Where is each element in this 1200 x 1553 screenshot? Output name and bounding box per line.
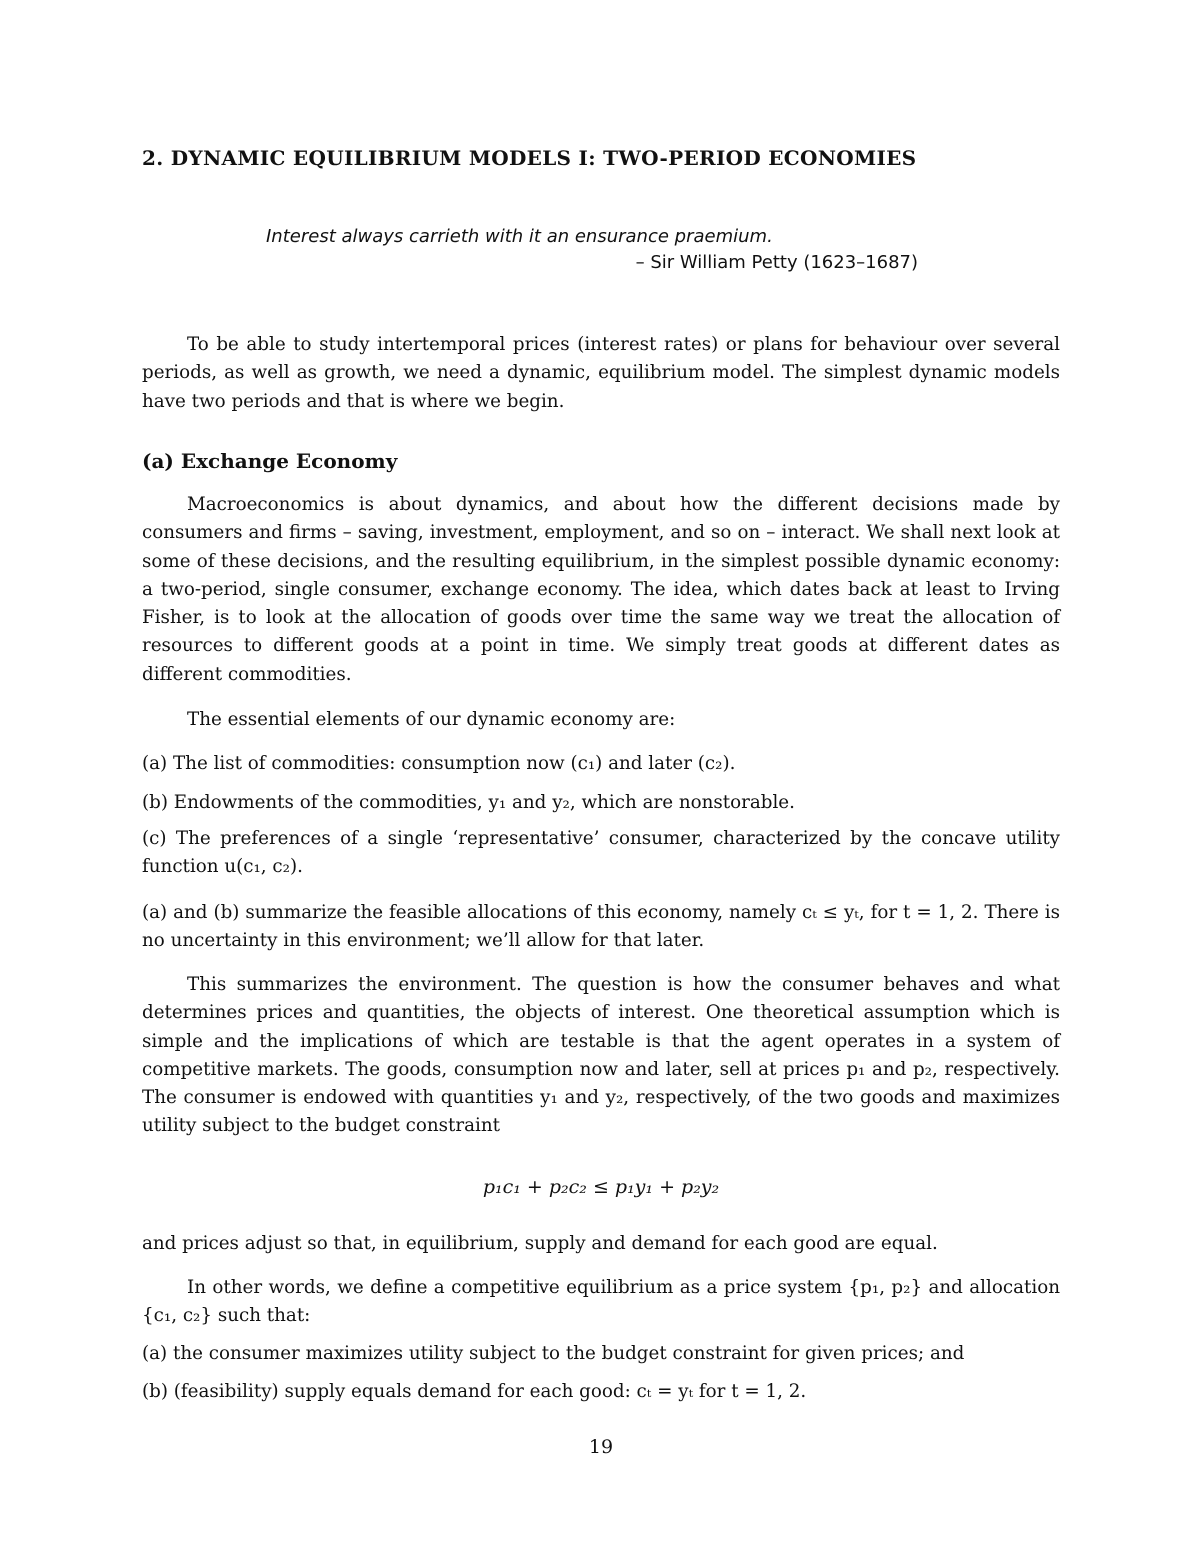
list-item-b: (b) Endowments of the commodities, y₁ and y₂, which are nonstorable. bbox=[142, 792, 795, 813]
section-paragraph-2: This summarizes the environment. The question is how the consumer behaves and what determines prices and quantities, the objects of interest. One theoretical assumption which is simple and the implications of which are testable is that the agent operates in a system of competitive markets. The goods, consumption now and later, sell at prices p₁ and p₂, respectively. The consumer is endowed with quantities y₁ and y₂, respectively, of the two goods and maximizes utility subject to the budget constraint bbox=[142, 974, 1060, 1137]
budget-constraint-equation: p₁c₁ + p₂c₂ ≤ p₁y₁ + p₂y₂ bbox=[482, 1176, 720, 1198]
section-paragraph-1: Macroeconomics is about dynamics, and about how the different decisions made by consumers and firms – saving, investment, employment, and so on – interact. We shall next look at some of these decisions, and the resulting equilibrium, in the simplest possible dynamic economy: a two-period, single consumer, exchange economy. The idea, which dates back at least to Irving Fisher, is to look at the allocation of goods over time the same way we treat the allocation of resources to different goods at a point in time. We simply treat goods at different dates as different commodities. bbox=[142, 494, 1060, 685]
epigraph-quote: Interest always carrieth with it an ensurance praemium. bbox=[266, 226, 773, 247]
chapter-heading: 2. DYNAMIC EQUILIBRIUM MODELS I: TWO-PERIOD ECONOMIES bbox=[142, 146, 917, 170]
condition-a: (a) the consumer maximizes utility subject to the budget constraint for given prices; and bbox=[142, 1343, 965, 1364]
page-number: 19 bbox=[588, 1436, 614, 1458]
list-item-c: (c) The preferences of a single ‘representative’ consumer, characterized by the concave utility function u(c₁, c₂). bbox=[142, 828, 1060, 878]
after-equation-paragraph: and prices adjust so that, in equilibrium, supply and demand for each good are equal. bbox=[142, 1233, 938, 1254]
feasible-allocations-paragraph: (a) and (b) summarize the feasible allocations of this economy, namely cₜ ≤ yₜ, for t = 1, 2. There is no uncertainty in this environment; we’ll allow for that later. bbox=[142, 902, 1060, 952]
epigraph-attribution: – Sir William Petty (1623–1687) bbox=[635, 252, 918, 273]
list-item-a: (a) The list of commodities: consumption now (c₁) and later (c₂). bbox=[142, 753, 736, 774]
intro-paragraph: To be able to study intertemporal prices (interest rates) or plans for behaviour over several periods, as well as growth, we need a dynamic, equilibrium model. The simplest dynamic models have two periods and that is where we begin. bbox=[142, 334, 1060, 412]
elements-intro: The essential elements of our dynamic economy are: bbox=[187, 709, 676, 730]
epigraph bbox=[266, 224, 918, 276]
section-paragraph-3: In other words, we define a competitive equilibrium as a price system {p₁, p₂} and allocation {c₁, c₂} such that: bbox=[142, 1277, 1060, 1327]
condition-b: (b) (feasibility) supply equals demand for each good: cₜ = yₜ for t = 1, 2. bbox=[142, 1381, 807, 1402]
section-heading: (a) Exchange Economy bbox=[142, 449, 398, 473]
